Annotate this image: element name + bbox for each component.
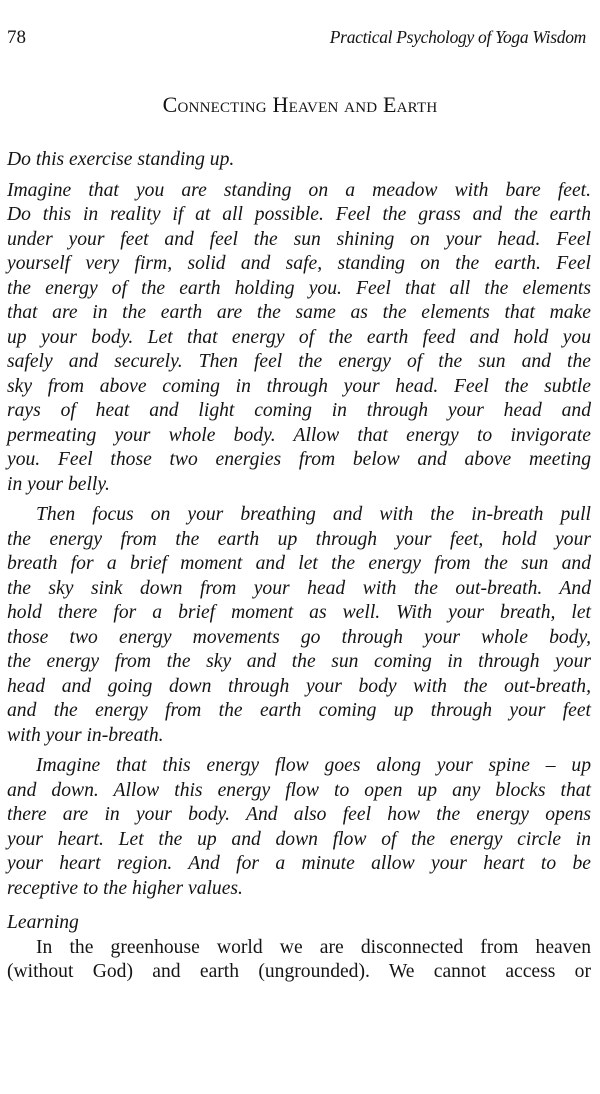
- exercise-paragraph-2: [7, 503, 591, 748]
- text-line: those two energy movements go through your whole body,: [7, 626, 591, 648]
- exercise-paragraph-1: [7, 179, 591, 498]
- text-line: safely and securely. Then feel the energy of the sun and the: [7, 351, 591, 372]
- text-line: your heart. Let the up and down flow of the energy circle in: [7, 828, 591, 850]
- running-head: [7, 27, 586, 51]
- learning-paragraph: [7, 936, 591, 985]
- text-line: the energy from the earth up through your feet, hold your: [7, 528, 591, 550]
- body-text: [7, 148, 591, 985]
- text-line: head and going down through your body with the out-breath,: [7, 675, 591, 697]
- text-line: up your body. Let that energy of the earth feed and hold you: [7, 326, 591, 348]
- text-line: Do this in reality if at all possible. Feel the grass and the earth: [7, 204, 591, 225]
- text-line: receptive to the higher values.: [7, 877, 243, 899]
- text-line: (without God) and earth (ungrounded). We cannot access or: [7, 961, 591, 982]
- text-line: under your feet and feel the sun shining on your head. Feel: [7, 228, 591, 250]
- text-line: that are in the earth are the same as the elements that make: [7, 302, 591, 323]
- text-line: with your in-breath.: [7, 724, 164, 746]
- text-line: and down. Allow this energy flow to open up any blocks that: [7, 779, 591, 801]
- text-line: permeating your whole body. Allow that energy to invigorate: [7, 424, 591, 446]
- text-line: the energy of the earth holding you. Feel that all the elements: [7, 277, 591, 299]
- text-line: the energy from the sky and the sun coming in through your: [7, 651, 591, 672]
- page-number: 78: [7, 27, 26, 48]
- text-line: you. Feel those two energies from below and above meeting: [7, 449, 591, 470]
- text-line: Imagine that you are standing on a meadow with bare feet.: [7, 179, 591, 201]
- exercise-paragraph-3: [7, 754, 591, 901]
- text-line: rays of heat and light coming in through your head and: [7, 400, 591, 421]
- text-line: and the energy from the earth coming up through your feet: [7, 700, 591, 721]
- text-line: hold there for a brief moment as well. With your breath, let: [7, 602, 591, 623]
- text-line: in your belly.: [7, 473, 110, 495]
- text-line: your heart region. And for a minute allow your heart to be: [7, 853, 591, 874]
- book-title: Practical Psychology of Yoga Wisdom: [329, 27, 586, 47]
- text-line: there are in your body. And also feel how the energy opens: [7, 804, 591, 825]
- exercise-instruction: Do this exercise standing up.: [7, 149, 235, 170]
- text-line: breath for a brief moment and let the energy from the sun and: [7, 553, 591, 574]
- learning-heading: Learning: [7, 912, 79, 933]
- text-line: Then focus on your breathing and with the in-breath pull: [36, 504, 591, 525]
- text-line: Imagine that this energy flow goes along your spine – up: [36, 755, 591, 776]
- text-line: In the greenhouse world we are disconnected from heaven: [36, 936, 591, 958]
- text-line: the sky sink down from your head with the out-breath. And: [7, 577, 591, 599]
- text-line: sky from above coming in through your head. Feel the subtle: [7, 375, 591, 397]
- text-line: yourself very firm, solid and safe, standing on the earth. Feel: [7, 253, 591, 274]
- chapter-title: Connecting Heaven and Earth: [162, 92, 438, 117]
